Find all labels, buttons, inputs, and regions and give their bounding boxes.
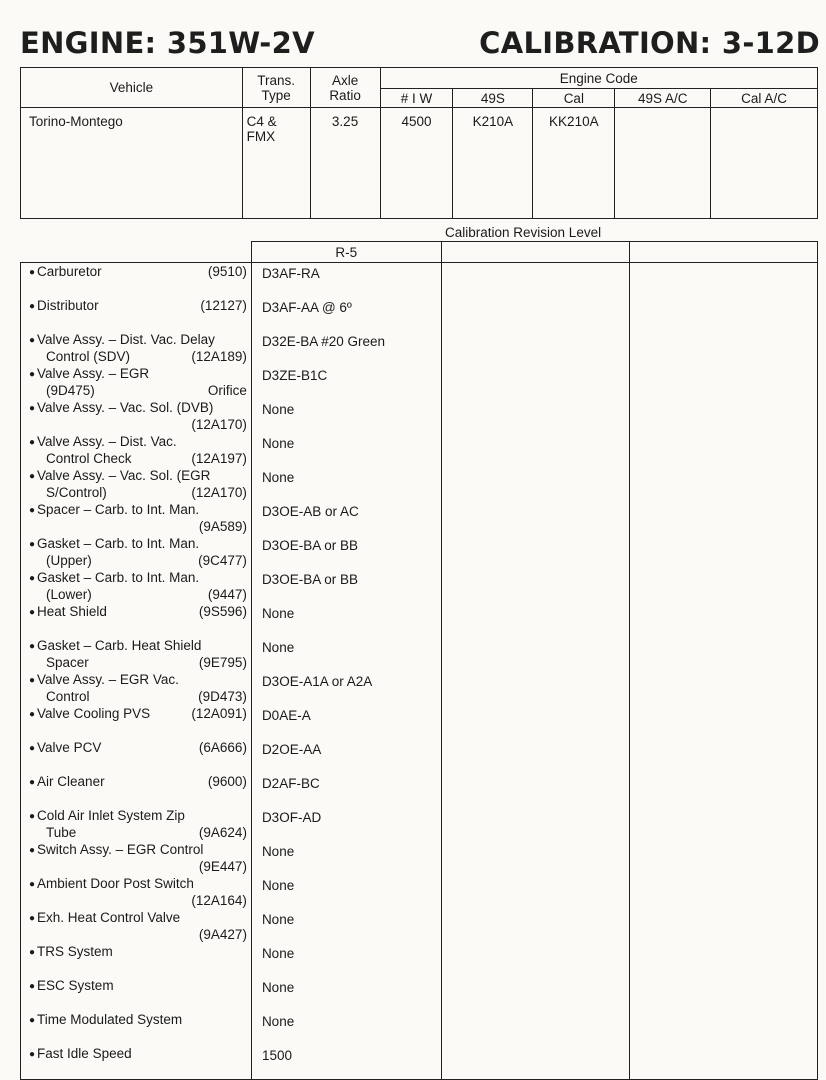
component-line (29, 638, 247, 655)
empty-revision-cell (630, 399, 818, 433)
revision-label: Calibration Revision Level (445, 225, 602, 240)
axle-cell: 3.25 (310, 108, 380, 219)
component-line (29, 706, 247, 723)
empty-revision-cell (441, 773, 630, 807)
component-name-cell (21, 773, 252, 807)
empty-revision-cell (630, 263, 818, 298)
component-row (21, 977, 818, 1011)
component-value-cell: 1500 (251, 1045, 441, 1080)
component-row (21, 399, 818, 433)
empty-revision-cell (441, 433, 630, 467)
component-row (21, 603, 818, 637)
component-part-number: (12A197) (191, 450, 247, 466)
trans-cell: C4 & FMX (242, 108, 310, 219)
component-line (29, 383, 247, 399)
component-text: (Lower) (46, 586, 92, 602)
component-value-cell: None (251, 875, 441, 909)
component-value-cell: D3OE-BA or BB (251, 569, 441, 603)
empty-revision-cell (441, 739, 630, 773)
empty-revision-cell (441, 875, 630, 909)
component-text: Spacer (46, 654, 89, 670)
bullet-icon: ● (29, 607, 36, 618)
empty-revision-cell (441, 807, 630, 841)
component-line (29, 587, 247, 603)
component-line (29, 536, 247, 553)
empty-revision-cell (441, 1011, 630, 1045)
component-row (21, 909, 818, 943)
component-row (21, 943, 818, 977)
component-text: (Upper) (46, 552, 92, 568)
component-text: Control (46, 688, 90, 704)
component-part-number: (9447) (207, 586, 247, 602)
component-line (29, 944, 247, 961)
component-name-cell (21, 637, 252, 671)
engine-code-header: Engine Code (380, 68, 817, 89)
component-line (29, 876, 247, 893)
empty-revision-cell (630, 501, 818, 535)
component-row (21, 807, 818, 841)
component-text: Gasket – Carb. to Int. Man. (37, 570, 200, 585)
empty-revision-cell (630, 365, 818, 399)
component-name-cell (21, 909, 252, 943)
component-line (29, 1012, 247, 1029)
component-line (29, 553, 247, 569)
component-line (29, 655, 247, 671)
component-line (29, 502, 247, 519)
component-row (21, 671, 818, 705)
component-part-number: (9S596) (198, 604, 247, 619)
component-name-cell (21, 569, 252, 603)
component-table (20, 241, 818, 1080)
bullet-icon: ● (29, 811, 36, 822)
component-text: Gasket – Carb. Heat Shield (37, 638, 202, 653)
component-value-cell: None (251, 977, 441, 1011)
empty-revision-cell (441, 467, 630, 501)
empty-revision-cell (630, 467, 818, 501)
component-line (29, 825, 247, 841)
bullet-icon: ● (29, 743, 36, 754)
component-name-cell (21, 297, 252, 331)
empty-revision-cell (441, 501, 630, 535)
component-value-cell: None (251, 603, 441, 637)
component-part-number: (9D473) (198, 688, 247, 704)
component-row (21, 501, 818, 535)
component-part-number: (12A189) (191, 348, 247, 364)
engine-code-col: 49S (453, 89, 533, 108)
component-text: Valve Assy. – EGR Vac. (37, 672, 179, 687)
component-name-cell (21, 671, 252, 705)
engine-code-col: Cal (533, 89, 615, 108)
component-part-number: (6A666) (198, 740, 247, 755)
empty-revision-cell (630, 569, 818, 603)
empty-revision-cell (630, 331, 818, 365)
empty-revision-cell (441, 297, 630, 331)
axle-ratio-header: Axle Ratio (310, 68, 380, 108)
component-text: Time Modulated System (37, 1012, 183, 1027)
bullet-icon: ● (29, 675, 36, 686)
component-value-cell: D2OE-AA (251, 739, 441, 773)
component-part-number: (9600) (207, 774, 247, 789)
component-line (29, 366, 247, 383)
empty-revision-cell (630, 1045, 818, 1080)
component-part-number: (9A589) (198, 518, 247, 534)
component-name-cell (21, 501, 252, 535)
component-name-cell (21, 841, 252, 875)
component-value-cell: D3OE-AB or AC (251, 501, 441, 535)
bullet-icon: ● (29, 845, 36, 856)
component-text: Distributor (37, 298, 99, 313)
iw-cell: 4500 (380, 108, 453, 219)
bullet-icon: ● (29, 267, 36, 278)
component-part-number: (9C477) (198, 552, 247, 568)
component-line (29, 485, 247, 501)
component-text: Ambient Door Post Switch (37, 876, 194, 891)
component-value-cell: None (251, 637, 441, 671)
empty-revision-cell (441, 841, 630, 875)
trans-type-header: Trans. Type (242, 68, 310, 108)
component-value-cell: None (251, 841, 441, 875)
component-line (29, 689, 247, 705)
empty-revision-cell (630, 875, 818, 909)
empty-revision-cell (441, 705, 630, 739)
bullet-icon: ● (29, 1049, 36, 1060)
component-value-cell: D3AF-AA @ 6º (251, 297, 441, 331)
component-line (29, 570, 247, 587)
component-row (21, 535, 818, 569)
component-text: Valve Assy. – EGR (37, 366, 150, 381)
component-text: ESC System (37, 978, 114, 993)
component-name-cell (21, 1011, 252, 1045)
component-text: Carburetor (37, 264, 102, 279)
component-text: S/Control) (46, 484, 107, 500)
empty-revision-cell (441, 569, 630, 603)
component-text: Gasket – Carb. to Int. Man. (37, 536, 200, 551)
empty-revision-cell (630, 909, 818, 943)
component-row (21, 841, 818, 875)
bullet-icon: ● (29, 879, 36, 890)
empty-revision-cell (630, 977, 818, 1011)
engine-code-col: Cal A/C (711, 89, 818, 108)
component-text: Valve Assy. – Dist. Vac. Delay (37, 332, 215, 347)
49s-ac-cell (615, 108, 711, 219)
revision-col (441, 242, 630, 263)
empty-revision-cell (630, 535, 818, 569)
component-row (21, 773, 818, 807)
component-text: Valve Assy. – Dist. Vac. (37, 434, 177, 449)
empty-revision-cell (441, 535, 630, 569)
component-line (29, 1046, 247, 1063)
empty-revision-cell (441, 603, 630, 637)
component-row (21, 1011, 818, 1045)
component-line (29, 910, 247, 927)
empty-revision-cell (441, 365, 630, 399)
engine-code-col: 49S A/C (615, 89, 711, 108)
component-part-number: (9A427) (198, 926, 247, 942)
component-row (21, 365, 818, 399)
component-text: Valve Cooling PVS (37, 706, 151, 721)
component-part-number: (12127) (200, 298, 247, 313)
component-name-cell (21, 977, 252, 1011)
component-name-cell (21, 467, 252, 501)
component-text: Switch Assy. – EGR Control (37, 842, 204, 857)
component-value-cell: D3OE-BA or BB (251, 535, 441, 569)
component-text: Valve Assy. – Vac. Sol. (DVB) (37, 400, 214, 415)
component-name-cell (21, 433, 252, 467)
empty-revision-cell (441, 671, 630, 705)
component-value-cell: D2AF-BC (251, 773, 441, 807)
component-name-cell (21, 807, 252, 841)
component-row (21, 875, 818, 909)
component-row (21, 637, 818, 671)
cal-ac-cell (711, 108, 818, 219)
bullet-icon: ● (29, 1015, 36, 1026)
component-row (21, 1045, 818, 1080)
component-text: Exh. Heat Control Valve (37, 910, 181, 925)
empty-revision-cell (630, 637, 818, 671)
component-line (29, 264, 247, 281)
empty-revision-cell (630, 705, 818, 739)
component-row (21, 331, 818, 365)
engine-title: ENGINE: 351W-2V (20, 26, 315, 60)
empty-revision-cell (630, 1011, 818, 1045)
component-value-cell: D3OE-A1A or A2A (251, 671, 441, 705)
vehicle-table (20, 67, 818, 219)
component-text: TRS System (37, 944, 113, 959)
empty-revision-cell (441, 943, 630, 977)
bullet-icon: ● (29, 403, 36, 414)
component-line (29, 978, 247, 995)
component-text: Heat Shield (37, 604, 107, 619)
empty-revision-cell (441, 909, 630, 943)
component-part-number: (9A624) (198, 824, 247, 840)
component-value-cell: None (251, 467, 441, 501)
bullet-icon: ● (29, 573, 36, 584)
component-value-cell: None (251, 399, 441, 433)
component-name-cell (21, 535, 252, 569)
empty-revision-cell (441, 399, 630, 433)
bullet-icon: ● (29, 913, 36, 924)
component-line (29, 842, 247, 859)
component-name-cell (21, 399, 252, 433)
component-name-cell (21, 263, 252, 298)
component-name-cell (21, 603, 252, 637)
component-text: Valve Assy. – Vac. Sol. (EGR (37, 468, 211, 483)
component-row (21, 705, 818, 739)
component-value-cell: D32E-BA #20 Green (251, 331, 441, 365)
component-line (29, 332, 247, 349)
component-text: (9D475) (46, 382, 95, 398)
empty-revision-cell (441, 1045, 630, 1080)
component-row (21, 467, 818, 501)
component-value-cell: None (251, 943, 441, 977)
revision-col: R-5 (251, 242, 441, 263)
component-text: Control Check (46, 450, 132, 466)
empty-revision-cell (630, 603, 818, 637)
component-text: Fast Idle Speed (37, 1046, 132, 1061)
component-value-cell: D3ZE-B1C (251, 365, 441, 399)
component-line (29, 349, 247, 365)
bullet-icon: ● (29, 437, 36, 448)
component-text: Tube (46, 824, 77, 840)
component-text: Control (SDV) (46, 348, 131, 364)
calibration-title: CALIBRATION: 3-12D (479, 26, 820, 60)
component-value-cell: D3AF-RA (251, 263, 441, 298)
component-row (21, 569, 818, 603)
component-value-cell: None (251, 909, 441, 943)
component-line (29, 672, 247, 689)
component-name-cell (21, 739, 252, 773)
component-value-cell: D3OF-AD (251, 807, 441, 841)
empty-revision-cell (630, 433, 818, 467)
component-text: Spacer – Carb. to Int. Man. (37, 502, 200, 517)
vehicle-header: Vehicle (21, 68, 243, 108)
component-name-cell (21, 705, 252, 739)
revision-col (630, 242, 818, 263)
component-text: Cold Air Inlet System Zip (37, 808, 185, 823)
component-line (29, 434, 247, 451)
blank-header (21, 242, 252, 263)
component-name-cell (21, 365, 252, 399)
component-value-cell: None (251, 433, 441, 467)
component-part-number: (9510) (207, 264, 247, 279)
component-part-number: (12A091) (191, 706, 247, 721)
49s-cell: K210A (453, 108, 533, 219)
component-part-number: (9E447) (198, 858, 247, 874)
component-line (29, 451, 247, 467)
component-line (29, 468, 247, 485)
component-line (29, 604, 247, 621)
empty-revision-cell (441, 977, 630, 1011)
component-part-number: (12A170) (191, 416, 247, 432)
component-line (29, 400, 247, 417)
component-part-number: (12A164) (191, 892, 247, 908)
component-name-cell (21, 331, 252, 365)
empty-revision-cell (441, 637, 630, 671)
bullet-icon: ● (29, 471, 36, 482)
component-text: Valve PCV (37, 740, 102, 755)
component-row (21, 433, 818, 467)
bullet-icon: ● (29, 641, 36, 652)
component-row (21, 263, 818, 298)
component-name-cell (21, 943, 252, 977)
component-part-number: (9E795) (198, 654, 247, 670)
component-value-cell: D0AE-A (251, 705, 441, 739)
component-name-cell (21, 1045, 252, 1080)
empty-revision-cell (630, 841, 818, 875)
component-row (21, 739, 818, 773)
component-value-cell: None (251, 1011, 441, 1045)
component-text: Air Cleaner (37, 774, 105, 789)
bullet-icon: ● (29, 709, 36, 720)
empty-revision-cell (630, 739, 818, 773)
bullet-icon: ● (29, 777, 36, 788)
bullet-icon: ● (29, 539, 36, 550)
bullet-icon: ● (29, 981, 36, 992)
empty-revision-cell (630, 773, 818, 807)
component-name-cell (21, 875, 252, 909)
empty-revision-cell (630, 297, 818, 331)
engine-code-col: # I W (380, 89, 453, 108)
component-part-number: Orifice (207, 382, 247, 398)
empty-revision-cell (630, 671, 818, 705)
empty-revision-cell (441, 331, 630, 365)
component-line (29, 298, 247, 315)
component-line (29, 808, 247, 825)
revision-header-row (21, 242, 818, 263)
bullet-icon: ● (29, 335, 36, 346)
component-line (29, 740, 247, 757)
bullet-icon: ● (29, 505, 36, 516)
component-row (21, 297, 818, 331)
vehicle-row (21, 108, 818, 219)
cal-cell: KK210A (533, 108, 615, 219)
empty-revision-cell (441, 263, 630, 298)
empty-revision-cell (630, 943, 818, 977)
bullet-icon: ● (29, 369, 36, 380)
empty-revision-cell (630, 807, 818, 841)
component-part-number: (12A170) (191, 484, 247, 500)
component-line (29, 774, 247, 791)
bullet-icon: ● (29, 947, 36, 958)
bullet-icon: ● (29, 301, 36, 312)
vehicle-cell: Torino-Montego (21, 108, 243, 219)
